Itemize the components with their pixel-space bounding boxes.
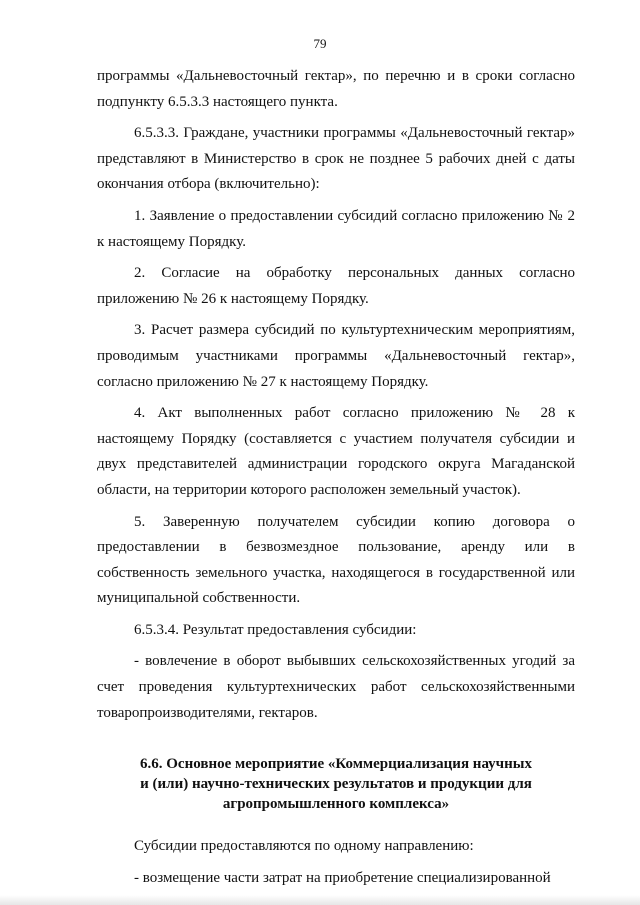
list-item-5: 5. Заверенную получателем субсидии копию договора о предоставлении в безвозмездное пользование, аренду или в собственность земельного участка, находящегося в государственной или муниципальной собственности. (97, 513, 575, 607)
list-item-3: 3. Расчет размера субсидий по культуртехническим мероприятиям, проводимым участниками программы «Дальневосточный гектар», согласно приложению № 27 к настоящему Порядку. (97, 322, 575, 390)
paragraph-6-5-3-4: 6.5.3.4. Результат предоставления субсидии: (134, 621, 417, 638)
paragraph-6-5-3-3: 6.5.3.3. Граждане, участники программы «Дальневосточный гектар» представляют в Министерство в срок не позднее 5 рабочих дней с даты окончания отбора (включительно): (97, 125, 575, 193)
subsidies-direction-intro: Субсидии предоставляются по одному направлению: (134, 838, 474, 855)
section-heading-6-6 (97, 754, 575, 814)
subsidies-direction-item: - возмещение части затрат на приобретение специализированной (134, 869, 551, 886)
list-item-1: 1. Заявление о предоставлении субсидий согласно приложению № 2 к настоящему Порядку. (97, 207, 575, 250)
heading-line-3: агропромышленного комплекса» (222, 796, 450, 813)
list-item-2: 2. Согласие на обработку персональных данных согласно приложению № 26 к настоящему Порядку. (97, 265, 575, 307)
result-item: - вовлечение в оборот выбывших сельскохозяйственных угодий за счет проведения культуртехнических работ сельскохозяйственными товаропроизводителями, гектаров. (97, 653, 575, 721)
page-number: 79 (313, 36, 327, 51)
list-item-4: 4. Акт выполненных работ согласно приложению № 28 к настоящему Порядку (составляется с участием получателя субсидии и двух представителей администрации городского округа Магаданской области, на территории которого расположен земельный участок). (97, 405, 575, 498)
document-body (97, 64, 575, 897)
heading-line-1: 6.6. Основное мероприятие «Коммерциализация научных (140, 756, 532, 773)
scan-bottom-edge (0, 895, 640, 905)
heading-line-2: и (или) научно-технических результатов и продукции для (140, 776, 532, 793)
paragraph-continuation: программы «Дальневосточный гектар», по перечню и в сроки согласно подпункту 6.5.3.3 настоящего пункта. (97, 68, 575, 110)
